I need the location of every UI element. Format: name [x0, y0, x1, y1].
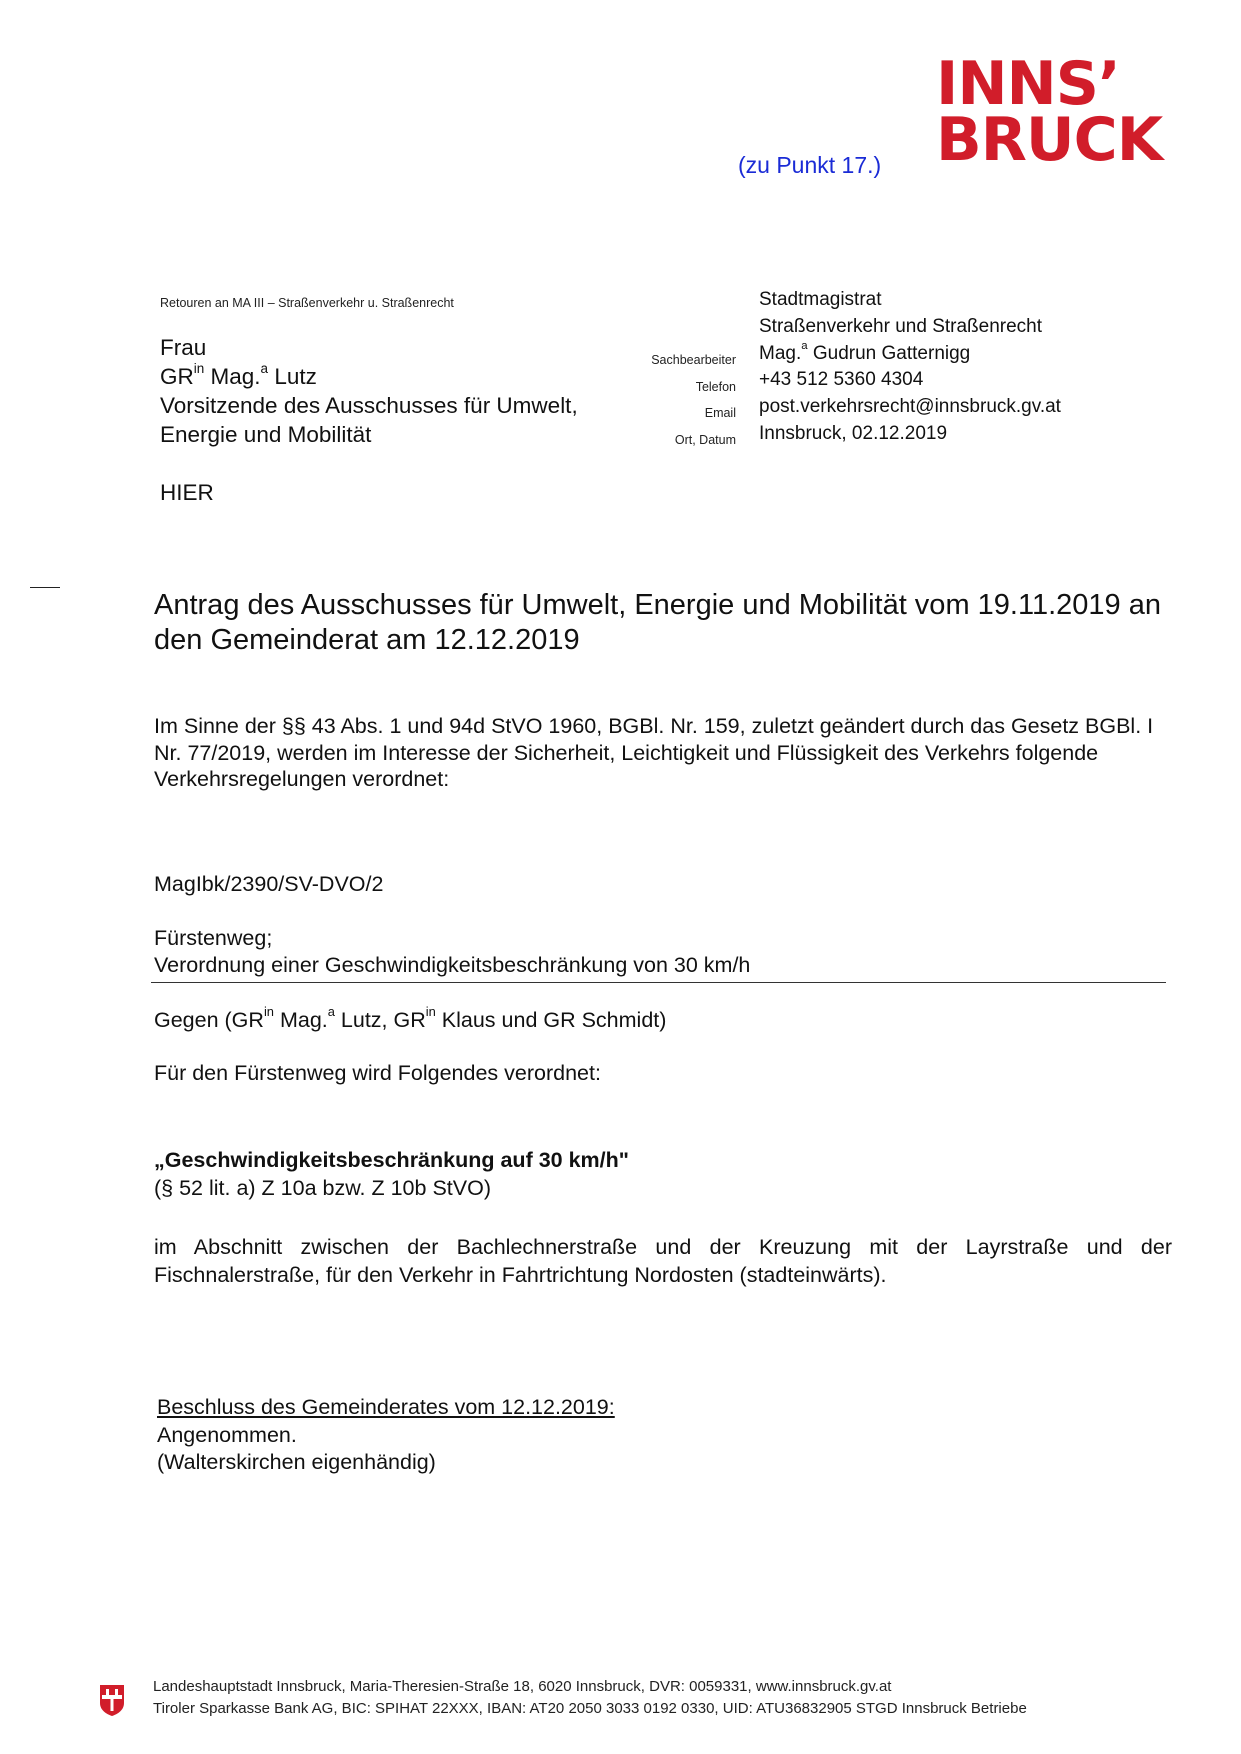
- recipient-name-line: $GR^{in}$ Mag.$^a$ Lutz: [160, 360, 317, 389]
- document-heading: Antrag des Ausschusses für Umwelt, Energie und Mobilität vom 19.11.2019 an den Gemeinderat am 12.12.2019: [154, 589, 1161, 656]
- sender-department: Straßenverkehr und Straßenrecht: [759, 315, 1043, 337]
- label-email: Email: [704, 406, 736, 420]
- resolution-note: (Walterskirchen eigenhändig): [157, 1450, 436, 1474]
- logo-line-2: BRUCK: [936, 105, 1163, 175]
- label-phone: Telefon: [695, 379, 736, 394]
- subject-street: Fürstenweg;: [154, 926, 273, 950]
- sender-office: Stadtmagistrat: [759, 289, 882, 310]
- recipient-role-line-1: Vorsitzende des Ausschusses für Umwelt,: [160, 393, 578, 418]
- resolution-result: Angenommen.: [157, 1422, 297, 1447]
- rule-block: [154, 1146, 629, 1202]
- label-clerk: Sachbearbeiter: [651, 353, 736, 367]
- file-reference: MagIbk/2390/SV-DVO/2: [154, 872, 384, 896]
- resolution-title: Beschluss des Gemeinderates vom 12.12.2019:: [157, 1395, 615, 1419]
- return-address: Retouren an MA III – Straßenverkehr u. Straßenrecht: [160, 296, 454, 310]
- sender-phone: +43 512 5360 4304: [759, 369, 924, 391]
- sender-values: [759, 287, 1061, 448]
- recipient-address: [160, 333, 578, 449]
- sender-email: post.verkehrsrecht@innsbruck.gv.at: [759, 396, 1061, 418]
- against-votes: Gegen ($GR^{in}$ Mag.$^a$ Lutz, $GR^{in}$ Klaus und GR Schmidt): [154, 1004, 667, 1032]
- innsbruck-logo: [936, 49, 1172, 175]
- sender-clerk: Mag.$^a$ Gudrun Gatternigg: [759, 340, 971, 364]
- rule-title: „Geschwindigkeitsbeschränkung auf 30 km/h": [154, 1148, 629, 1172]
- rule-legal-basis: (§ 52 lit. a) Z 10a bzw. Z 10b StVO): [154, 1176, 491, 1200]
- footer-line-2: Tiroler Sparkasse Bank AG, BIC: SPIHAT 22XXX, IBAN: AT20 2050 3033 0192 0330, UID: ATU36832905 STGD Innsbruck Betriebe: [153, 1700, 1027, 1717]
- agenda-reference: (zu Punkt 17.): [738, 152, 882, 178]
- subject-measure: Verordnung einer Geschwindigkeitsbeschränkung von 30 km/h: [154, 952, 751, 977]
- footer-line-1: Landeshauptstadt Innsbruck, Maria-Theresien-Straße 18, 6020 Innsbruck, DVR: 0059331, www.innsbruck.gv.at: [153, 1678, 892, 1695]
- footer: [153, 1676, 1027, 1720]
- resolution-block: [157, 1394, 615, 1477]
- fold-mark: [30, 587, 60, 588]
- recipient-role-line-2: Energie und Mobilität: [160, 422, 372, 447]
- ordinance-intro: Für den Fürstenweg wird Folgendes verordnet:: [154, 1061, 601, 1085]
- subject-divider: [151, 982, 1166, 983]
- innsbruck-coat-of-arms-icon: [98, 1683, 126, 1717]
- label-place-date: Ort, Datum: [674, 432, 736, 447]
- sender-labels: [560, 347, 736, 453]
- logo-line-1: INNS’: [936, 49, 1120, 119]
- recipient-salutation: Frau: [160, 335, 207, 360]
- section-description: im Abschnitt zwischen der Bachlechnerstraße und der Kreuzung mit der Layrstraße und der Fischnalerstraße, für den Verkehr in Fahrtrichtung Nordosten (stadteinwärts).: [154, 1235, 1172, 1287]
- subject-block: [154, 925, 750, 978]
- intro-paragraph: Im Sinne der §§ 43 Abs. 1 und 94d StVO 1960, BGBl. Nr. 159, zuletzt geändert durch das Gesetz BGBl. I Nr. 77/2019, werden im Interesse der Sicherheit, Leichtigkeit und Flüssigkeit des Verkehrs folgende Verkehrsregelungen verordnet:: [154, 714, 1154, 791]
- sender-place-date: Innsbruck, 02.12.2019: [759, 422, 948, 444]
- recipient-location: HIER: [160, 480, 214, 505]
